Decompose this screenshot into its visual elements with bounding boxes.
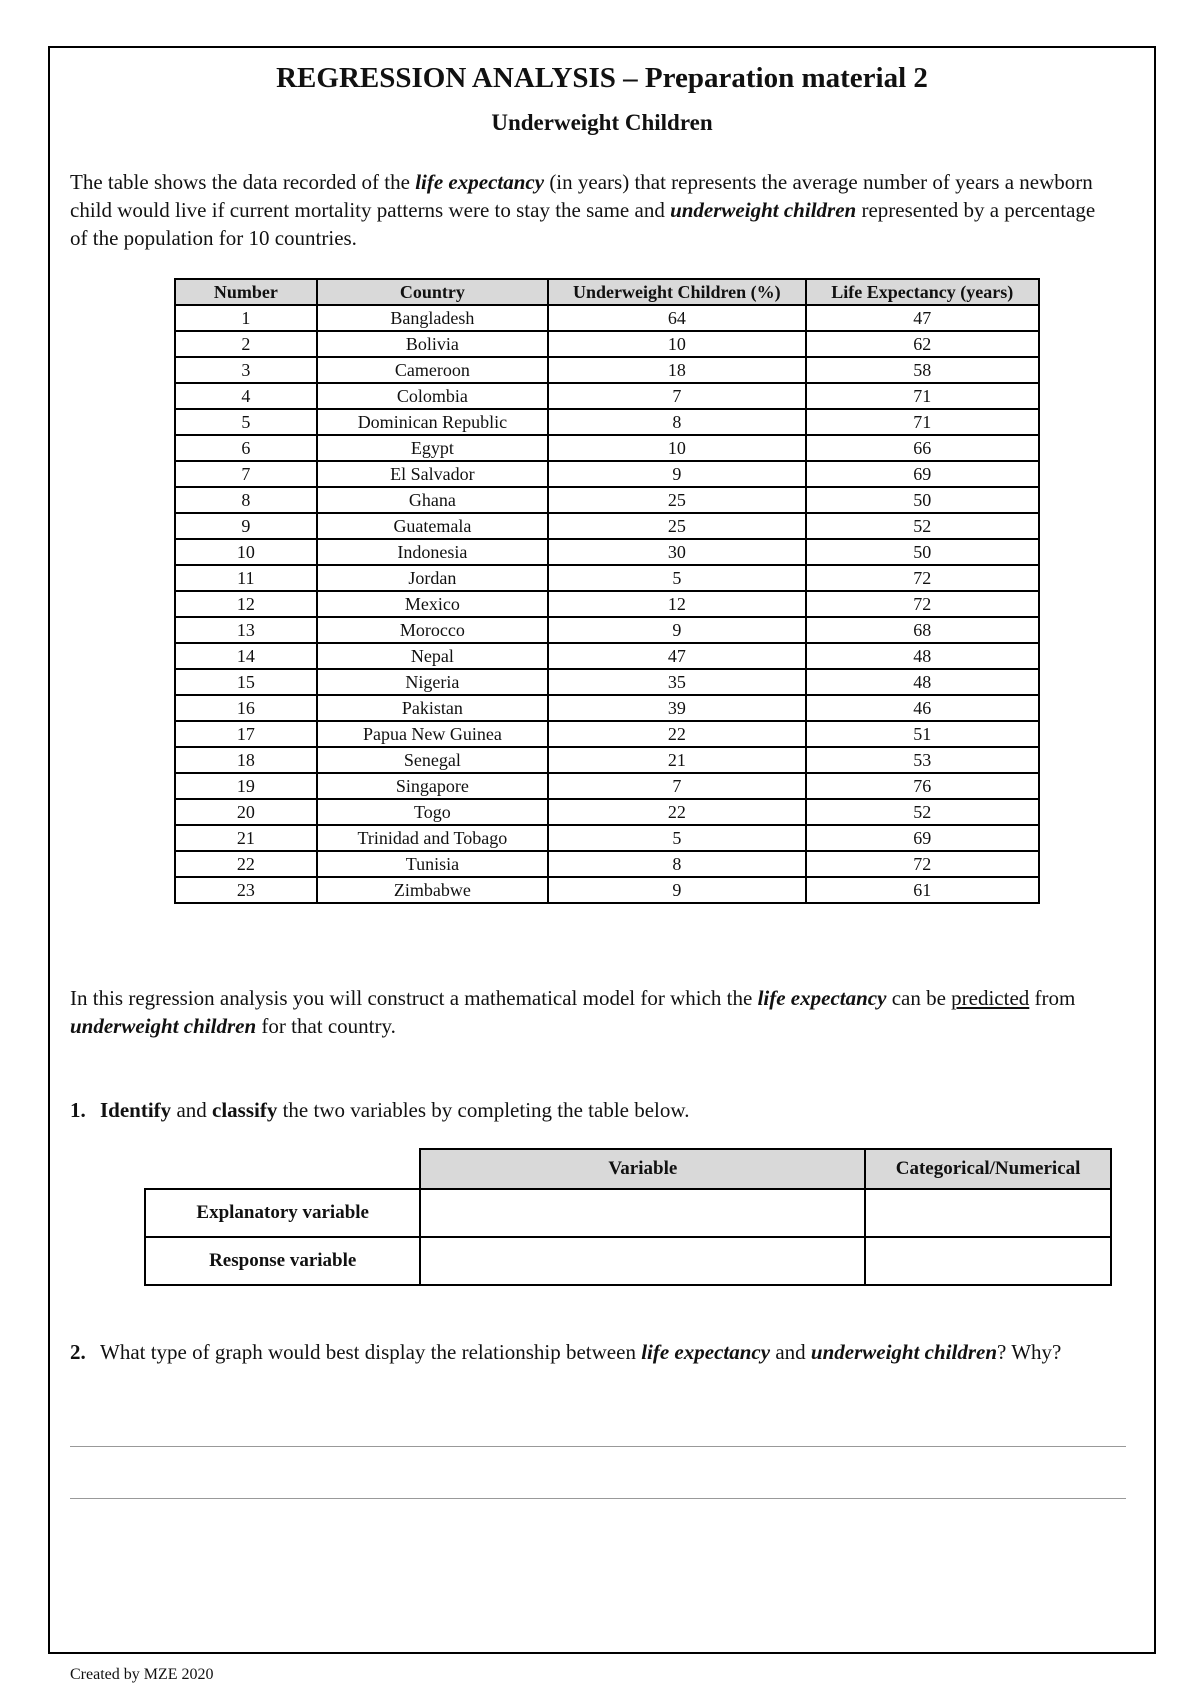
cell-number: 2 [175,331,317,357]
cell-number: 13 [175,617,317,643]
table-row [175,643,1039,669]
table-row [175,825,1039,851]
cell-underweight: 9 [548,877,805,903]
table-row [175,565,1039,591]
explanatory-variable-cell[interactable] [420,1189,865,1237]
cell-country: Tunisia [317,851,548,877]
header-country: Country [317,279,548,305]
cell-underweight: 12 [548,591,805,617]
answer-line-1[interactable] [70,1446,1126,1447]
cell-life-expectancy: 53 [806,747,1039,773]
cell-country: Senegal [317,747,548,773]
header-life-expectancy: Life Expectancy (years) [806,279,1039,305]
cell-country: Indonesia [317,539,548,565]
cell-life-expectancy: 52 [806,799,1039,825]
cell-number: 17 [175,721,317,747]
cell-underweight: 8 [548,409,805,435]
cell-country: Papua New Guinea [317,721,548,747]
cell-life-expectancy: 50 [806,487,1039,513]
cell-number: 11 [175,565,317,591]
table-row [175,877,1039,903]
response-row [145,1237,1111,1285]
table-row [175,695,1039,721]
cell-life-expectancy: 58 [806,357,1039,383]
cell-country: Colombia [317,383,548,409]
question-1-number: 1. [70,1098,86,1122]
cell-number: 19 [175,773,317,799]
header-categorical-numerical: Categorical/Numerical [865,1149,1111,1189]
cell-life-expectancy: 48 [806,669,1039,695]
cell-number: 6 [175,435,317,461]
header-variable: Variable [420,1149,865,1189]
table-row [175,669,1039,695]
table-row [175,617,1039,643]
cell-underweight: 18 [548,357,805,383]
cell-life-expectancy: 66 [806,435,1039,461]
cell-number: 15 [175,669,317,695]
response-type-cell[interactable] [865,1237,1111,1285]
table-row [175,487,1039,513]
cell-life-expectancy: 52 [806,513,1039,539]
cell-underweight: 64 [548,305,805,331]
variables-table [144,1148,1112,1286]
cell-life-expectancy: 48 [806,643,1039,669]
cell-underweight: 9 [548,617,805,643]
cell-country: Dominican Republic [317,409,548,435]
explanatory-row [145,1189,1111,1237]
cell-life-expectancy: 50 [806,539,1039,565]
table-row [175,435,1039,461]
table-row [175,591,1039,617]
table-row [175,383,1039,409]
cell-number: 5 [175,409,317,435]
cell-country: Jordan [317,565,548,591]
cell-country: Ghana [317,487,548,513]
cell-underweight: 7 [548,383,805,409]
cell-country: Egypt [317,435,548,461]
cell-country: Mexico [317,591,548,617]
cell-number: 9 [175,513,317,539]
cell-life-expectancy: 46 [806,695,1039,721]
cell-life-expectancy: 71 [806,409,1039,435]
cell-underweight: 30 [548,539,805,565]
cell-country: Bolivia [317,331,548,357]
header-number: Number [175,279,317,305]
cell-underweight: 21 [548,747,805,773]
page-frame [48,46,1156,1654]
cell-country: Bangladesh [317,305,548,331]
table-row [175,539,1039,565]
question-2: 2. What type of graph would best display the relationship between life expectancy and underweight children? Why? [70,1340,1062,1364]
cell-country: Singapore [317,773,548,799]
cell-underweight: 39 [548,695,805,721]
data-table [174,278,1040,904]
explanatory-label: Explanatory variable [145,1189,420,1237]
cell-country: Morocco [317,617,548,643]
question-1: 1. Identify and classify the two variables by completing the table below. [70,1098,690,1122]
cell-underweight: 22 [548,799,805,825]
cell-country: Pakistan [317,695,548,721]
answer-line-2[interactable] [70,1498,1126,1499]
header-underweight: Underweight Children (%) [548,279,805,305]
cell-life-expectancy: 51 [806,721,1039,747]
cell-life-expectancy: 68 [806,617,1039,643]
cell-life-expectancy: 71 [806,383,1039,409]
cell-number: 23 [175,877,317,903]
cell-number: 12 [175,591,317,617]
cell-underweight: 8 [548,851,805,877]
cell-country: Nepal [317,643,548,669]
cell-life-expectancy: 69 [806,825,1039,851]
table-row [175,305,1039,331]
cell-number: 20 [175,799,317,825]
table-row [175,799,1039,825]
cell-country: Cameroon [317,357,548,383]
cell-life-expectancy: 72 [806,851,1039,877]
table-row [175,513,1039,539]
page-title: REGRESSION ANALYSIS – Preparation material 2 [276,62,928,94]
response-variable-cell[interactable] [420,1237,865,1285]
cell-underweight: 22 [548,721,805,747]
explanatory-type-cell[interactable] [865,1189,1111,1237]
cell-underweight: 10 [548,435,805,461]
cell-number: 22 [175,851,317,877]
table-row [175,721,1039,747]
cell-number: 7 [175,461,317,487]
cell-number: 4 [175,383,317,409]
page-subtitle: Underweight Children [491,110,713,135]
question-2-number: 2. [70,1340,86,1364]
cell-underweight: 10 [548,331,805,357]
cell-underweight: 25 [548,487,805,513]
cell-underweight: 5 [548,825,805,851]
cell-number: 14 [175,643,317,669]
cell-number: 21 [175,825,317,851]
table-row [175,851,1039,877]
cell-number: 8 [175,487,317,513]
cell-number: 1 [175,305,317,331]
data-table-header [175,279,1039,305]
cell-country: El Salvador [317,461,548,487]
table-row [175,357,1039,383]
table-row [175,331,1039,357]
response-label: Response variable [145,1237,420,1285]
cell-underweight: 9 [548,461,805,487]
cell-country: Zimbabwe [317,877,548,903]
intro-paragraph: The table shows the data recorded of the life expectancy (in years) that represents the average number of years a newborn child would live if current mortality patterns were to stay the same and underweight children represented by a percentage of the population for 10 countries. [70,170,1096,250]
table-row [175,773,1039,799]
table-row [175,409,1039,435]
cell-underweight: 25 [548,513,805,539]
model-paragraph: In this regression analysis you will construct a mathematical model for which the life expectancy can be predicted from underweight children for that country. [70,986,1076,1038]
cell-underweight: 5 [548,565,805,591]
cell-number: 18 [175,747,317,773]
table-row [175,461,1039,487]
cell-number: 16 [175,695,317,721]
cell-underweight: 47 [548,643,805,669]
cell-life-expectancy: 72 [806,591,1039,617]
table-row [175,747,1039,773]
cell-country: Togo [317,799,548,825]
cell-number: 10 [175,539,317,565]
cell-underweight: 35 [548,669,805,695]
cell-number: 3 [175,357,317,383]
cell-life-expectancy: 76 [806,773,1039,799]
cell-life-expectancy: 61 [806,877,1039,903]
cell-country: Trinidad and Tobago [317,825,548,851]
cell-country: Nigeria [317,669,548,695]
cell-life-expectancy: 47 [806,305,1039,331]
cell-life-expectancy: 72 [806,565,1039,591]
footer-credit: Created by MZE 2020 [70,1666,214,1683]
cell-life-expectancy: 62 [806,331,1039,357]
cell-country: Guatemala [317,513,548,539]
cell-underweight: 7 [548,773,805,799]
cell-life-expectancy: 69 [806,461,1039,487]
